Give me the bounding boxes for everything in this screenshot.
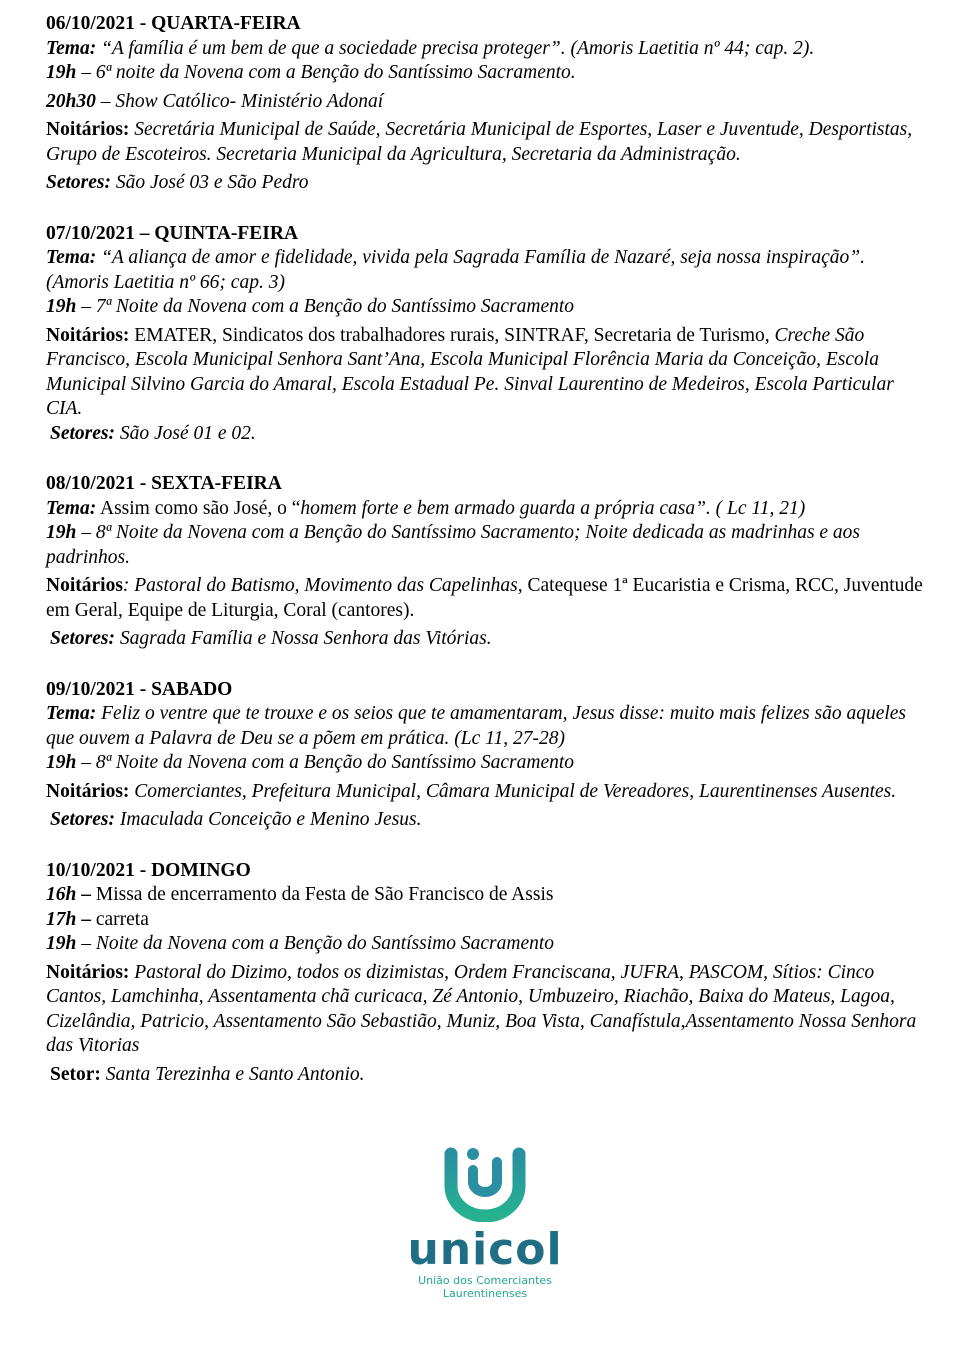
event-text: – 8ª Noite da Novena com a Benção do Santíssimo Sacramento (76, 752, 575, 773)
day-date-heading: 06/10/2021 - QUARTA-FEIRA (46, 13, 301, 34)
event-line (46, 751, 926, 776)
noitarios-line (46, 118, 926, 167)
tema-text: “A aliança de amor e fidelidade, vivida pela Sagrada Família de Nazaré, seja nossa inspiração”. (Amoris Laetitia nº 66; cap. 3) (46, 247, 865, 293)
event-text: – 8ª Noite da Novena com a Benção do Santíssimo Sacramento; Noite dedicada as madrinhas e aos padrinhos. (46, 522, 861, 568)
event-line (46, 90, 926, 115)
event-time: 20h30 (46, 90, 96, 112)
day-date-heading: 08/10/2021 - SEXTA-FEIRA (46, 473, 282, 494)
event-time: 19h (46, 62, 77, 83)
noitarios-label: Noitários: (46, 324, 130, 346)
event-line (46, 883, 926, 908)
noitarios-line (46, 574, 926, 623)
noitarios-label: Noitários: (46, 119, 130, 140)
noitarios-label: Noitários: (46, 780, 130, 802)
event-time: 19h (46, 522, 77, 543)
tema-line (46, 497, 926, 522)
logo-wordmark: unicol (407, 1224, 563, 1275)
tema-line (46, 37, 926, 62)
noitarios-text: Comerciantes, Prefeitura Municipal, Câmara Municipal de Vereadores, Laurentinenses Ausentes. (129, 780, 897, 802)
setores-label: Setores: (50, 809, 115, 830)
event-text: – 6ª noite da Novena com a Benção do Santíssimo Sacramento. (76, 62, 576, 83)
noitarios-plain-text: EMATER, Sindicatos dos trabalhadores rurais, SINTRAF, Secretaria de Turismo, (129, 324, 770, 346)
setores-label: Setores: (50, 628, 115, 649)
event-time: 16h (46, 884, 77, 905)
noitarios-line (46, 324, 926, 422)
event-line (46, 932, 926, 957)
noitarios-label: Noitários (46, 575, 123, 596)
event-time: 19h (46, 296, 77, 317)
unicol-logo-icon (437, 1140, 533, 1222)
setores-line (46, 1063, 926, 1088)
tema-label: Tema: (46, 703, 97, 724)
tema-label: Tema: (46, 497, 97, 519)
event-time: 19h (46, 752, 77, 773)
noitarios-line (46, 780, 926, 805)
tema-label: Tema: (46, 247, 97, 268)
tema-plain-text: Assim como são José, o “ (96, 497, 301, 519)
noitarios-text: : Pastoral do Batismo, Movimento das Capelinhas, (122, 575, 523, 596)
event-dash: – (76, 908, 91, 930)
noitarios-label: Noitários: (46, 961, 130, 983)
noitarios-plain-text: Catequese 1ª Eucaristia e Crisma, RCC, Juventude em Geral, Equipe de Liturgia, Coral (cantores). (46, 575, 923, 621)
tema-line (46, 702, 926, 751)
tema-text: homem forte e bem armado guarda a própria casa”. ( Lc 11, 21) (300, 497, 806, 519)
event-text: – Show Católico- Ministério Adonaí (95, 90, 384, 112)
event-text: – Noite da Novena com a Benção do Santíssimo Sacramento (76, 933, 555, 954)
event-plain-text: Missa de encerramento da Festa de São Francisco de Assis (90, 884, 554, 905)
noitarios-line (46, 961, 926, 1059)
logo-subtitle-line-1: União dos Comerciantes (418, 1274, 552, 1287)
setores-text: Sagrada Família e Nossa Senhora das Vitórias. (115, 628, 492, 649)
day-section (46, 222, 926, 447)
setores-line (46, 171, 926, 196)
setores-text: São José 01 e 02. (115, 422, 256, 444)
setores-label: Setor: (50, 1063, 101, 1085)
tema-text: “A família é um bem de que a sociedade precisa proteger”. (Amoris Laetitia nº 44; cap. 2). (96, 37, 815, 59)
event-dash: – (76, 884, 91, 905)
day-section (46, 859, 926, 1088)
setores-label: Setores: (46, 172, 111, 193)
day-section (46, 678, 926, 833)
event-line (46, 295, 926, 320)
noitarios-text: Pastoral do Dizimo, todos os dizimistas, Ordem Franciscana, JUFRA, PASCOM, Sítios: Cinco Cantos, Lamchinha, Assentamenta chã curicaca, Zé Antonio, Umbuzeiro, Riachão, Baixa do Mateus, Lagoa, Cizelândia, Patricio, Assentamento São Sebastião, Muniz, Boa Vista, Canafístula,Assentamento Nossa Senhora das Vitorias (46, 961, 917, 1056)
logo-subtitle (395, 1274, 575, 1300)
event-line (46, 908, 926, 933)
day-section (46, 472, 926, 652)
day-section (46, 12, 926, 196)
setores-text: Santa Terezinha e Santo Antonio. (100, 1063, 365, 1085)
logo-subtitle-line-2: Laurentinenses (442, 1287, 528, 1300)
tema-label: Tema: (46, 37, 97, 59)
event-line (46, 61, 926, 86)
event-plain-text: carreta (90, 908, 149, 930)
noitarios-text: Creche São Francisco, Escola Municipal Senhora Sant’Ana, Escola Municipal Florência Maria da Conceição, Escola Municipal Silvino Garcia do Amaral, Escola Estadual Pe. Sinval Laurentino de Medeiros, Escola Particular CIA. (46, 324, 894, 419)
event-text: – 7ª Noite da Novena com a Benção do Santíssimo Sacramento (76, 296, 575, 317)
setores-text: Imaculada Conceição e Menino Jesus. (115, 809, 422, 830)
event-time: 17h (46, 908, 77, 930)
setores-text: São José 03 e São Pedro (111, 172, 309, 193)
tema-line (46, 246, 926, 295)
day-date-heading: 07/10/2021 – QUINTA-FEIRA (46, 222, 299, 244)
day-date-heading: 10/10/2021 - DOMINGO (46, 859, 251, 881)
day-date-heading: 09/10/2021 - SABADO (46, 678, 233, 700)
setores-line (46, 422, 926, 447)
tema-text: Feliz o ventre que te trouxe e os seios que te amamentaram, Jesus disse: muito mais felizes são aqueles que ouvem a Palavra de Deu se a põem em prática. (Lc 11, 27-28) (46, 703, 907, 749)
setores-label: Setores: (50, 422, 115, 444)
event-line (46, 521, 926, 570)
setores-line (46, 808, 926, 833)
event-time: 19h (46, 933, 77, 954)
noitarios-text: Secretária Municipal de Saúde, Secretária Municipal de Esportes, Laser e Juventude, Desportistas, Grupo de Escoteiros. Secretaria Municipal da Agricultura, Secretaria da Administração. (46, 119, 913, 165)
setores-line (46, 627, 926, 652)
schedule-document (46, 12, 926, 1087)
unicol-logo (395, 1140, 575, 1310)
